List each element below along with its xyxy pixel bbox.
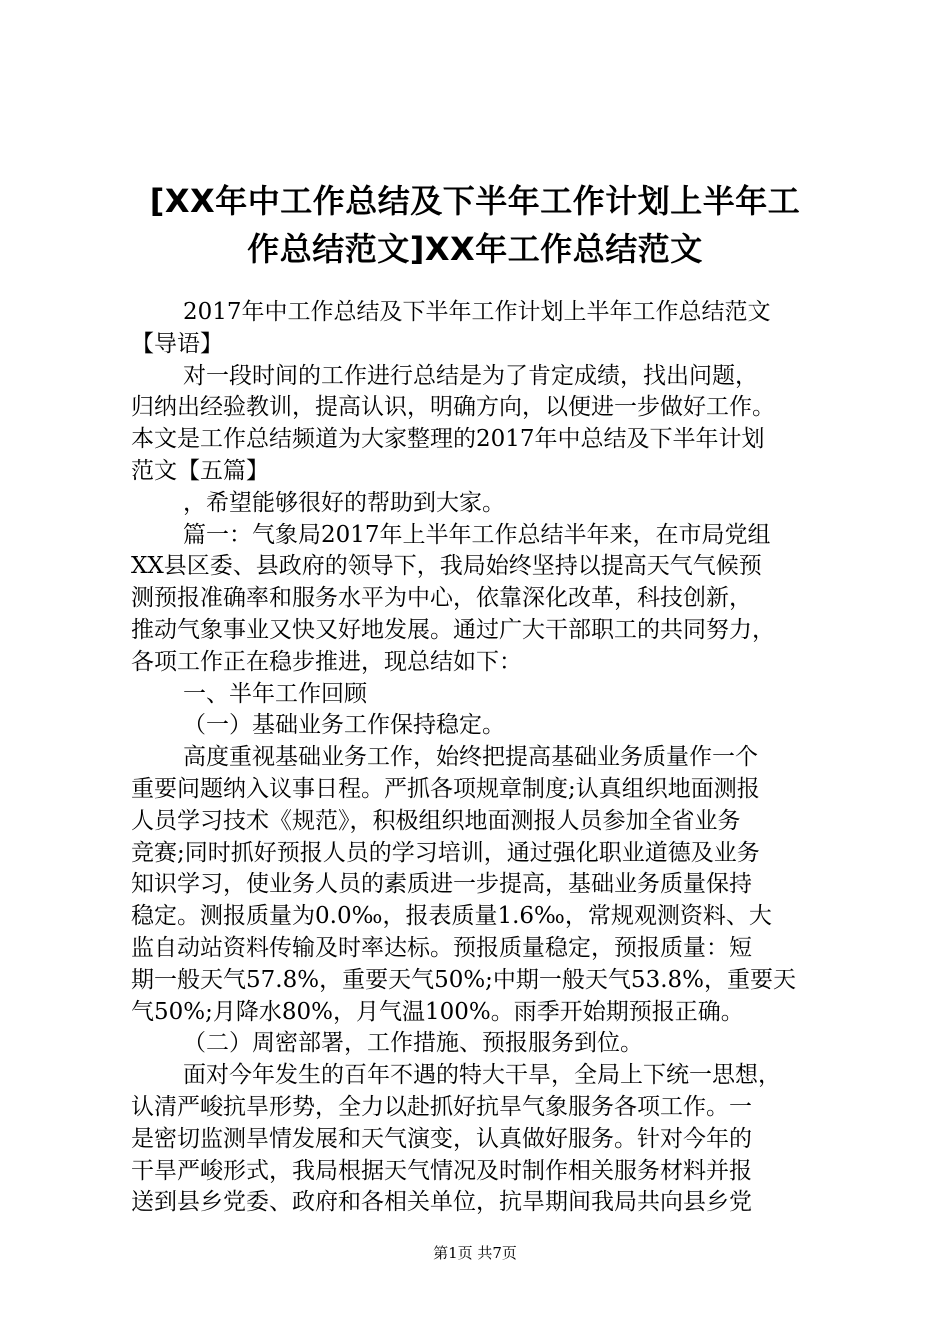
body-text-line: 送到县乡党委、政府和各相关单位，抗旱期间我局共向县乡党 <box>131 1189 752 1216</box>
body-text-line: 高度重视基础业务工作，始终把提高基础业务质量作一个 <box>183 744 758 771</box>
body-text-line: 2017年中工作总结及下半年工作计划上半年工作总结范文 <box>183 299 771 325</box>
body-text-line: 是密切监测旱情发展和天气演变，认真做好服务。针对今年的 <box>131 1125 752 1152</box>
body-text-line: 认清严峻抗旱形势，全力以赴抓好抗旱气象服务各项工作。一 <box>131 1093 752 1120</box>
document-title-line-1: [XX年中工作总结及下半年工作计划上半年工 <box>149 182 801 220</box>
body-text-line: 监自动站资料传输及时率达标。预报质量稳定，预报质量：短 <box>131 934 752 961</box>
page-footer: 第1页 共7页 <box>433 1244 517 1262</box>
body-text-line: 一、半年工作回顾 <box>183 680 367 707</box>
body-text-line: 归纳出经验教训，提高认识，明确方向，以便进一步做好工作。 <box>131 394 775 421</box>
body-text-line: 面对今年发生的百年不遇的特大干旱，全局上下统一思想， <box>183 1062 781 1089</box>
body-text-line: 篇一：气象局2017年上半年工作总结半年来，在市局党组 <box>183 521 771 548</box>
body-text-line: 本文是工作总结频道为大家整理的2017年中总结及下半年计划 <box>131 426 765 453</box>
body-text-line: 气50%;月降水80%，月气温100%。雨季开始期预报正确。 <box>131 998 744 1025</box>
body-text-line: 干旱严峻形式，我局根据天气情况及时制作相关服务材料并报 <box>131 1157 752 1184</box>
body-text-line: 期一般天气57.8%，重要天气50%;中期一般天气53.8%，重要天 <box>131 966 797 993</box>
body-text-line: 测预报准确率和服务水平为中心，依靠深化改革，科技创新， <box>131 585 752 612</box>
body-text-line: 范文【五篇】 <box>131 457 269 484</box>
body-text-line: 知识学习，使业务人员的素质进一步提高，基础业务质量保持 <box>131 871 752 898</box>
body-text-line: 推动气象事业又快又好地发展。通过广大干部职工的共同努力， <box>131 616 775 643</box>
body-text-line: 重要问题纳入议事日程。严抓各项规章制度;认真组织地面测报 <box>131 775 760 802</box>
body-text-line: 对一段时间的工作进行总结是为了肯定成绩，找出问题， <box>183 362 758 389</box>
document-title-line-2: 作总结范文]XX年工作总结范文 <box>247 230 703 268</box>
body-text-line: （二）周密部署，工作措施、预报服务到位。 <box>183 1030 643 1057</box>
body-text-line: 各项工作正在稳步推进，现总结如下： <box>131 648 522 675</box>
body-text-line: 稳定。测报质量为0.0‰，报表质量1.6‰，常规观测资料、大 <box>131 903 772 930</box>
body-text-line: 竞赛;同时抓好预报人员的学习培训，通过强化职业道德及业务 <box>131 839 760 866</box>
body-text-line: ，希望能够很好的帮助到大家。 <box>183 489 505 516</box>
body-text-line: XX县区委、县政府的领导下，我局始终坚持以提高天气气候预 <box>131 553 762 580</box>
document-body <box>131 297 831 1219</box>
body-text-line: 人员学习技术《规范》，积极组织地面测报人员参加全省业务 <box>131 807 741 834</box>
body-text-line: 【导语】 <box>131 330 223 357</box>
body-text-line: （一）基础业务工作保持稳定。 <box>183 712 505 739</box>
